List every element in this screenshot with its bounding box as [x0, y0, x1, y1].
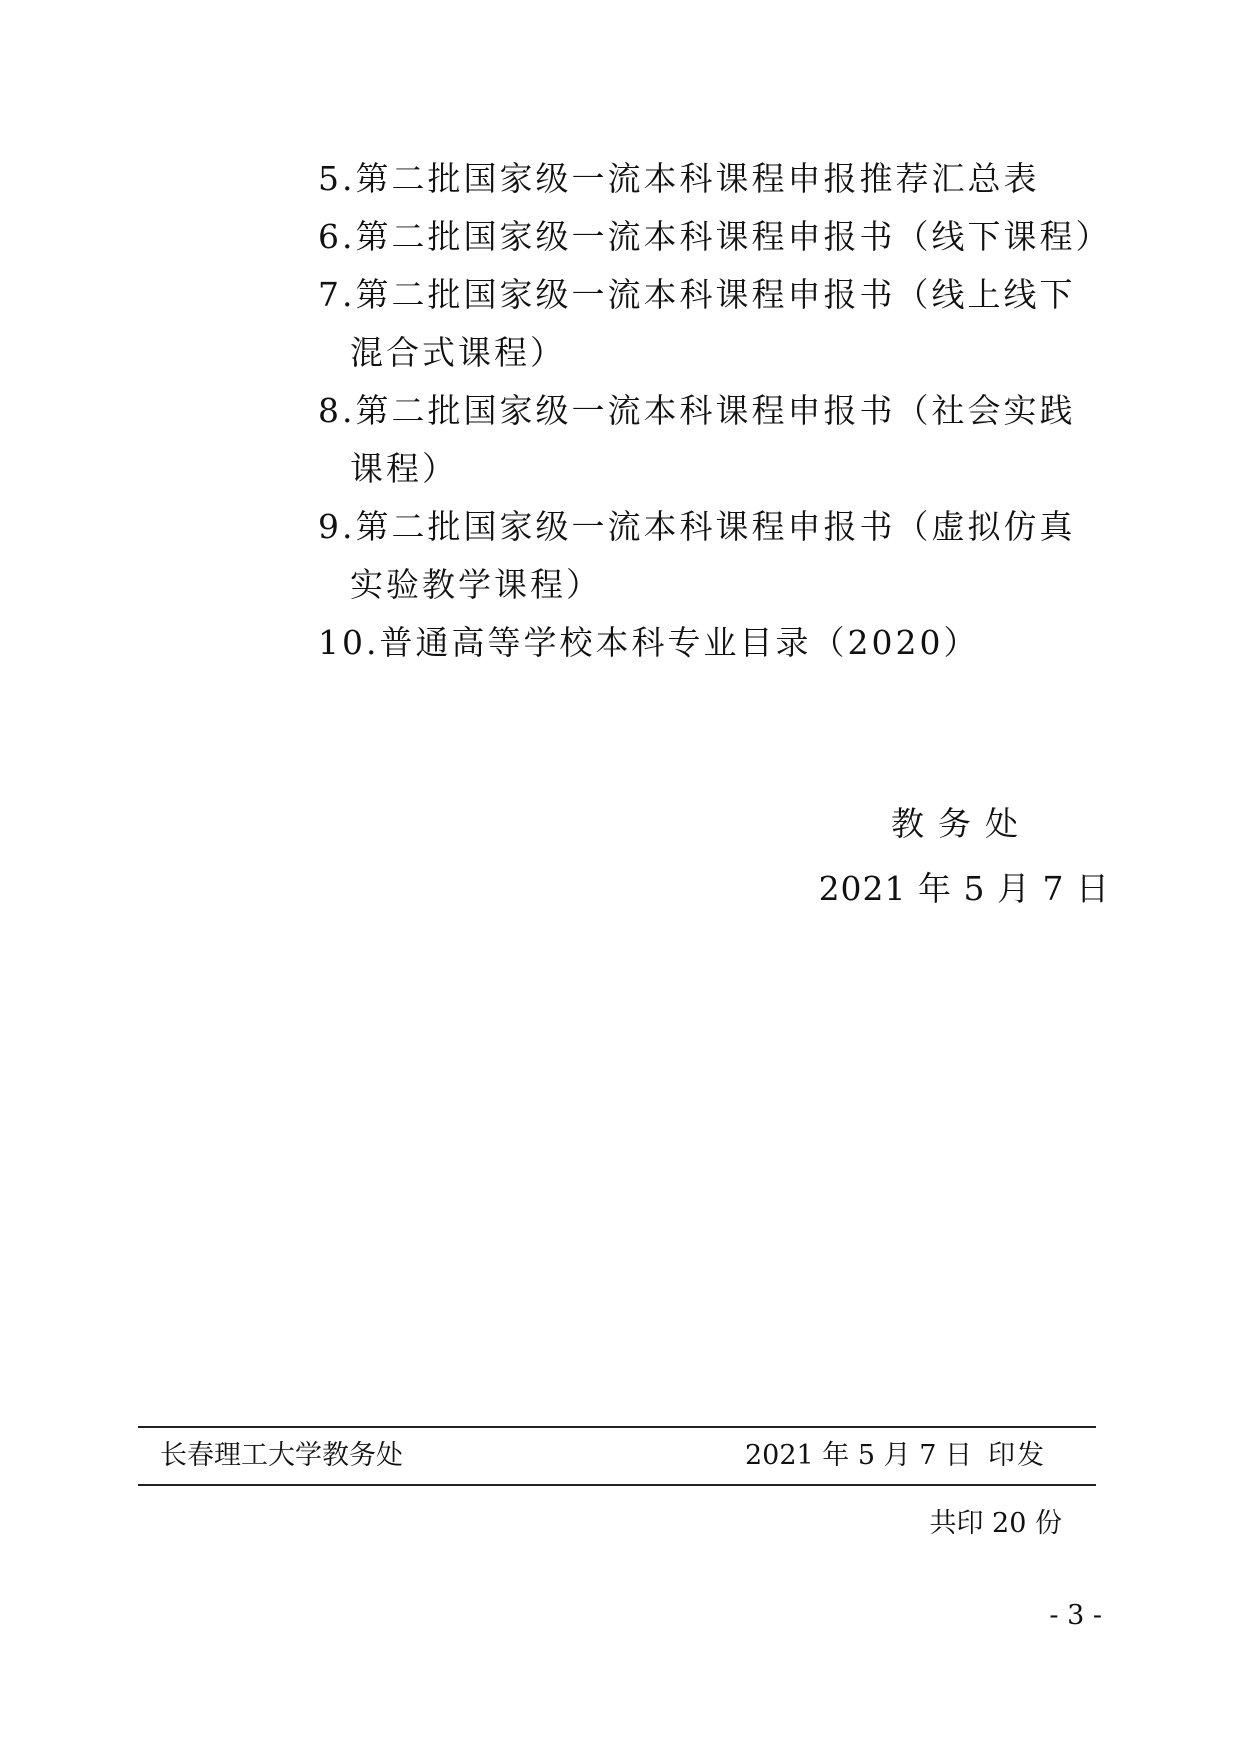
- copies-count: 共印 20 份: [929, 1508, 1062, 1539]
- attachment-item-7: 7.第二批国家级一流本科课程申报书（线上线下混合式课程）: [318, 275, 1076, 372]
- signature-date: 2021 年 5 月 7 日: [818, 869, 1110, 908]
- footer-rule-bottom: [138, 1484, 1096, 1486]
- attachment-list: [318, 150, 1112, 672]
- signature-organization: 教务处: [891, 804, 1032, 843]
- issue-footer: [160, 1436, 1060, 1476]
- attachment-item-5: 5.第二批国家级一流本科课程申报推荐汇总表: [318, 159, 1040, 198]
- attachment-item-10: 10.普通高等学校本科专业目录（2020）: [318, 623, 980, 662]
- footer-rule-top: [138, 1426, 1096, 1428]
- attachment-item-8: 8.第二批国家级一流本科课程申报书（社会实践课程）: [318, 391, 1076, 488]
- attachment-item-9: 9.第二批国家级一流本科课程申报书（虚拟仿真实验教学课程）: [318, 507, 1076, 604]
- attachment-item-6: 6.第二批国家级一流本科课程申报书（线下课程）: [318, 217, 1112, 256]
- page-number: - 3 -: [1049, 1600, 1102, 1631]
- footer-issue-action: 印发: [988, 1440, 1046, 1471]
- footer-issuer: 长春理工大学教务处: [160, 1440, 403, 1471]
- footer-issue-date: 2021 年 5 月 7 日: [745, 1440, 972, 1471]
